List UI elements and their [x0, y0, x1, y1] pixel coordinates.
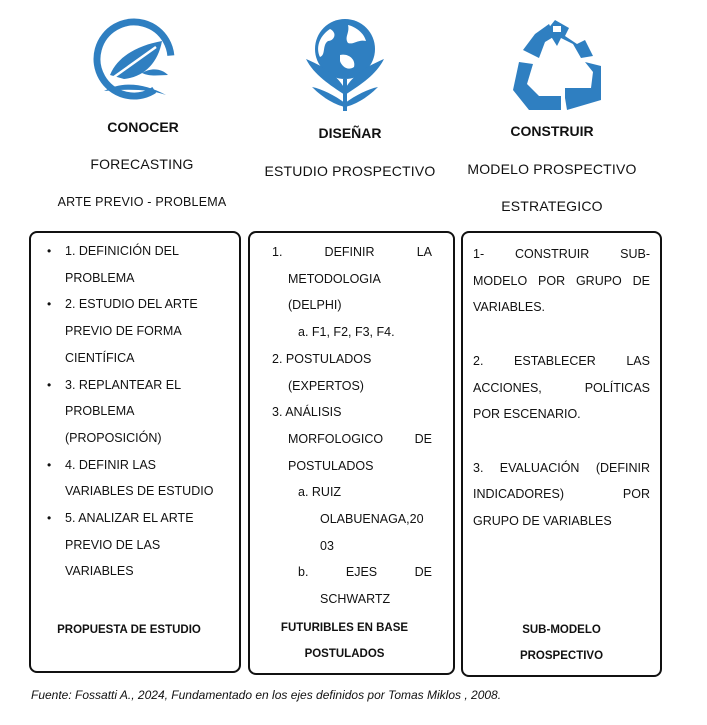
line: 3. EVALUACIÓN (DEFINIR [473, 460, 650, 475]
line: b. EJES DE [298, 565, 432, 580]
line: (DELPHI) [288, 298, 342, 313]
line: (EXPERTOS) [288, 378, 364, 393]
line: 2. POSTULADOS [272, 351, 372, 366]
line: VARIABLES. [473, 300, 546, 315]
list-item: • 1. DEFINICIÓN DEL PROBLEMA [47, 238, 237, 291]
line: OLABUENAGA,20 [320, 512, 424, 527]
conocer-list [47, 238, 237, 585]
line: ACCIONES, POLÍTICAS [473, 380, 650, 395]
footer-prospectivo: PROSPECTIVO [519, 650, 604, 662]
line: SCHWARTZ [320, 592, 391, 607]
line: MODELO POR GRUPO DE [473, 273, 650, 288]
line: 1. DEFINIR LA [272, 245, 432, 259]
list-item: • 2. ESTUDIO DEL ARTE PREVIO DE FORMA CIENTÍFICA [47, 291, 237, 371]
footer-futuribles: FUTURIBLES EN BASE [280, 622, 409, 634]
subtitle-arte-previo: ARTE PREVIO - PROBLEMA [57, 195, 227, 209]
subtitle-estudio-prospectivo: ESTUDIO PROSPECTIVO [264, 163, 436, 179]
line: a. RUIZ [298, 485, 342, 500]
line: POR ESCENARIO. [473, 407, 581, 422]
leaf-circle-icon [88, 15, 184, 111]
line: a. F1, F2, F3, F4. [298, 325, 395, 340]
line: 2. ESTABLECER LAS [473, 353, 650, 368]
line: 3. ANÁLISIS [272, 405, 342, 420]
line: POSTULADOS [288, 458, 374, 473]
box-conocer [29, 231, 241, 673]
list-item: • 4. DEFINIR LAS VARIABLES DE ESTUDIO [47, 452, 237, 505]
title-construir: CONSTRUIR [510, 123, 594, 139]
subtitle-forecasting: FORECASTING [90, 156, 194, 172]
recycle-bottles-icon [505, 14, 605, 118]
globe-plant-icon [300, 15, 390, 115]
line: 03 [320, 538, 334, 553]
source-caption: Fuente: Fossatti A., 2024, Fundamentado en los ejes definidos por Tomas Miklos , 2008. [31, 688, 502, 702]
box-construir [461, 231, 662, 677]
line: MORFOLOGICO DE [288, 431, 432, 446]
footer-propuesta: PROPUESTA DE ESTUDIO [57, 624, 201, 636]
construir-content [473, 241, 650, 535]
list-item: • 3. REPLANTEAR EL PROBLEMA (PROPOSICIÓN) [47, 372, 237, 452]
footer-postulados: POSTULADOS [304, 648, 385, 660]
line: GRUPO DE VARIABLES [473, 514, 612, 528]
footer-submodelo: SUB-MODELO [522, 624, 601, 636]
subtitle-modelo-prospectivo: MODELO PROSPECTIVO [467, 161, 637, 177]
list-item: • 5. ANALIZAR EL ARTE PREVIO DE LAS VARIABLES [47, 505, 237, 585]
line: 1- CONSTRUIR SUB- [473, 247, 650, 261]
title-conocer: CONOCER [107, 119, 179, 135]
subtitle-estrategico: ESTRATEGICO [501, 198, 603, 214]
disenar-content [272, 239, 432, 613]
line: METODOLOGIA [288, 271, 381, 286]
title-disenar: DISEÑAR [318, 125, 382, 141]
line: INDICADORES) POR [473, 487, 650, 502]
box-disenar [248, 231, 455, 675]
